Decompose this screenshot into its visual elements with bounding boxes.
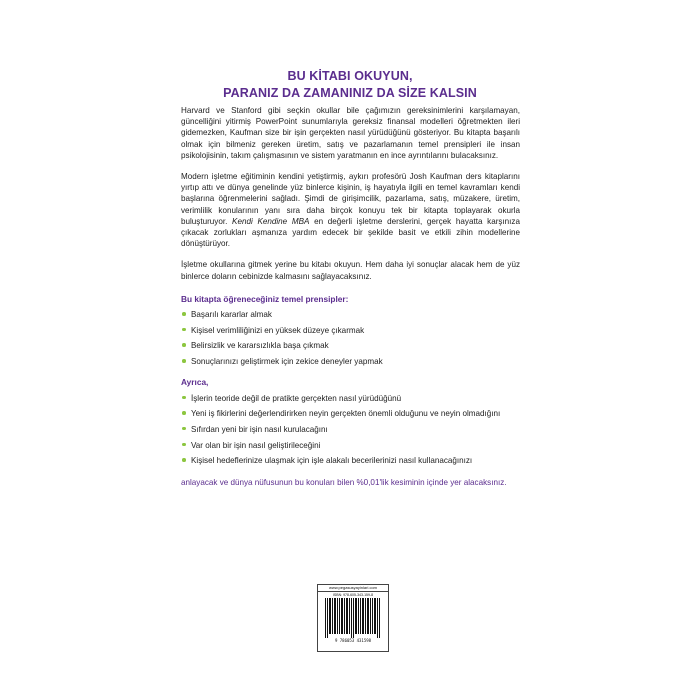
closing-text: anlayacak ve dünya nüfusunun bu konuları bilen %0,01'lik kesiminin içinde yer alacaksınız.	[181, 477, 507, 487]
barcode-digits: 9 786053 431598	[334, 638, 372, 643]
barcode-block	[317, 584, 389, 652]
list-item: İşlerin teoride değil de pratikte gerçekten nasıl yürüdüğünü	[181, 393, 520, 404]
bullet-dot-icon	[182, 427, 186, 431]
book-title: Kendi Kendine MBA	[232, 216, 310, 226]
bullet-dot-icon	[182, 343, 186, 347]
bullet-dot-icon	[182, 443, 186, 447]
bullet-dot-icon	[182, 328, 186, 332]
bullet-dot-icon	[182, 359, 186, 363]
publisher-url: www.pegasusyayinlari.com	[318, 585, 388, 592]
section-also-title: Ayrıca,	[181, 377, 209, 388]
barcode-icon	[323, 598, 383, 638]
bullet-dot-icon	[182, 312, 186, 316]
paragraph-2-tail: en değerli işletme derslerini, gerçek hayatta karşınıza çıkacak zorlukları aşmanıza yardım edecek bir şekilde basit ve etkili zihin modellerine dönüştürüyor.	[181, 216, 520, 249]
bullet-dot-icon	[182, 396, 186, 400]
book-back-cover	[169, 30, 531, 682]
headline-line-1: BU KİTABI OKUYUN,	[287, 69, 413, 83]
headline-line-2: PARANIZ DA ZAMANINIZ DA SİZE KALSIN	[223, 86, 477, 100]
list-item: Kişisel hedeflerinize ulaşmak için işle alakalı becerilerinizi nasıl kullanacağınızı	[181, 455, 520, 466]
principles-list	[181, 309, 520, 367]
paragraph-2	[181, 171, 520, 249]
paragraph-1: Harvard ve Stanford gibi seçkin okullar bile çağımızın gereksinimlerini karşılamayan, güncelliğini yitirmiş PowerPoint sunumlarıyla gereksiz finansal modelleri öğretmekten ileri gidemezken, Kaufman size bir işin gerçekten nasıl yürüdüğünü gösteriyor. Bu kitapta başarılı olmak için bilmeniz gereken üretim, satış ve pazarlamanın temel prensipleri ile insan psikolojisinin, takım çalışmasının ve sistem yaratmanın en ince ayrıntılarını bulacaksınız.	[181, 106, 520, 160]
list-item: Yeni iş fikirlerini değerlendirirken neyin gerçekten önemli olduğunu ve neyin olmadığını	[181, 408, 520, 419]
also-list	[181, 393, 520, 467]
list-item: Sıfırdan yeni bir işin nasıl kurulacağını	[181, 424, 520, 435]
list-item: Var olan bir işin nasıl geliştirileceğini	[181, 440, 520, 451]
list-item: Belirsizlik ve kararsızlıkla başa çıkmak	[181, 340, 520, 351]
headline	[169, 68, 531, 102]
section-principles-title: Bu kitapta öğreneceğiniz temel prensipler:	[181, 293, 349, 304]
paragraph-3: İşletme okullarına gitmek yerine bu kitabı okuyun. Hem daha iyi sonuçlar alacak hem de yüz binlerce doların cebinizde kalmasını sağlayacaksınız.	[181, 260, 520, 281]
list-item: Kişisel verimliliğinizi en yüksek düzeye çıkarmak	[181, 325, 520, 336]
bullet-dot-icon	[182, 458, 186, 462]
bullet-dot-icon	[182, 411, 186, 415]
blurb-body	[181, 105, 520, 488]
list-item: Sonuçlarınızı geliştirmek için zekice deneyler yapmak	[181, 356, 520, 367]
list-item: Başarılı kararlar almak	[181, 309, 520, 320]
isbn-text: ISBN: 978-605-343-159-8	[332, 593, 374, 597]
paragraph-2-text: Modern işletme eğitiminin kendini yetiştirmiş, aykırı profesörü Josh Kaufman ders kitaplarını yırtıp attı ve dünya genelinde yüz binlerce kişinin, iş hayatıyla ilgili en temel kavramları kendi başlarına öğrenmelerini sağladı. Şimdi de girişimcilik, pazarlama, satış, müzakere, üretim, verimlilik konularının yanı sıra daha birçok konuyu tek bir kitapta toplayarak okurla buluşturuyor.	[181, 172, 520, 226]
